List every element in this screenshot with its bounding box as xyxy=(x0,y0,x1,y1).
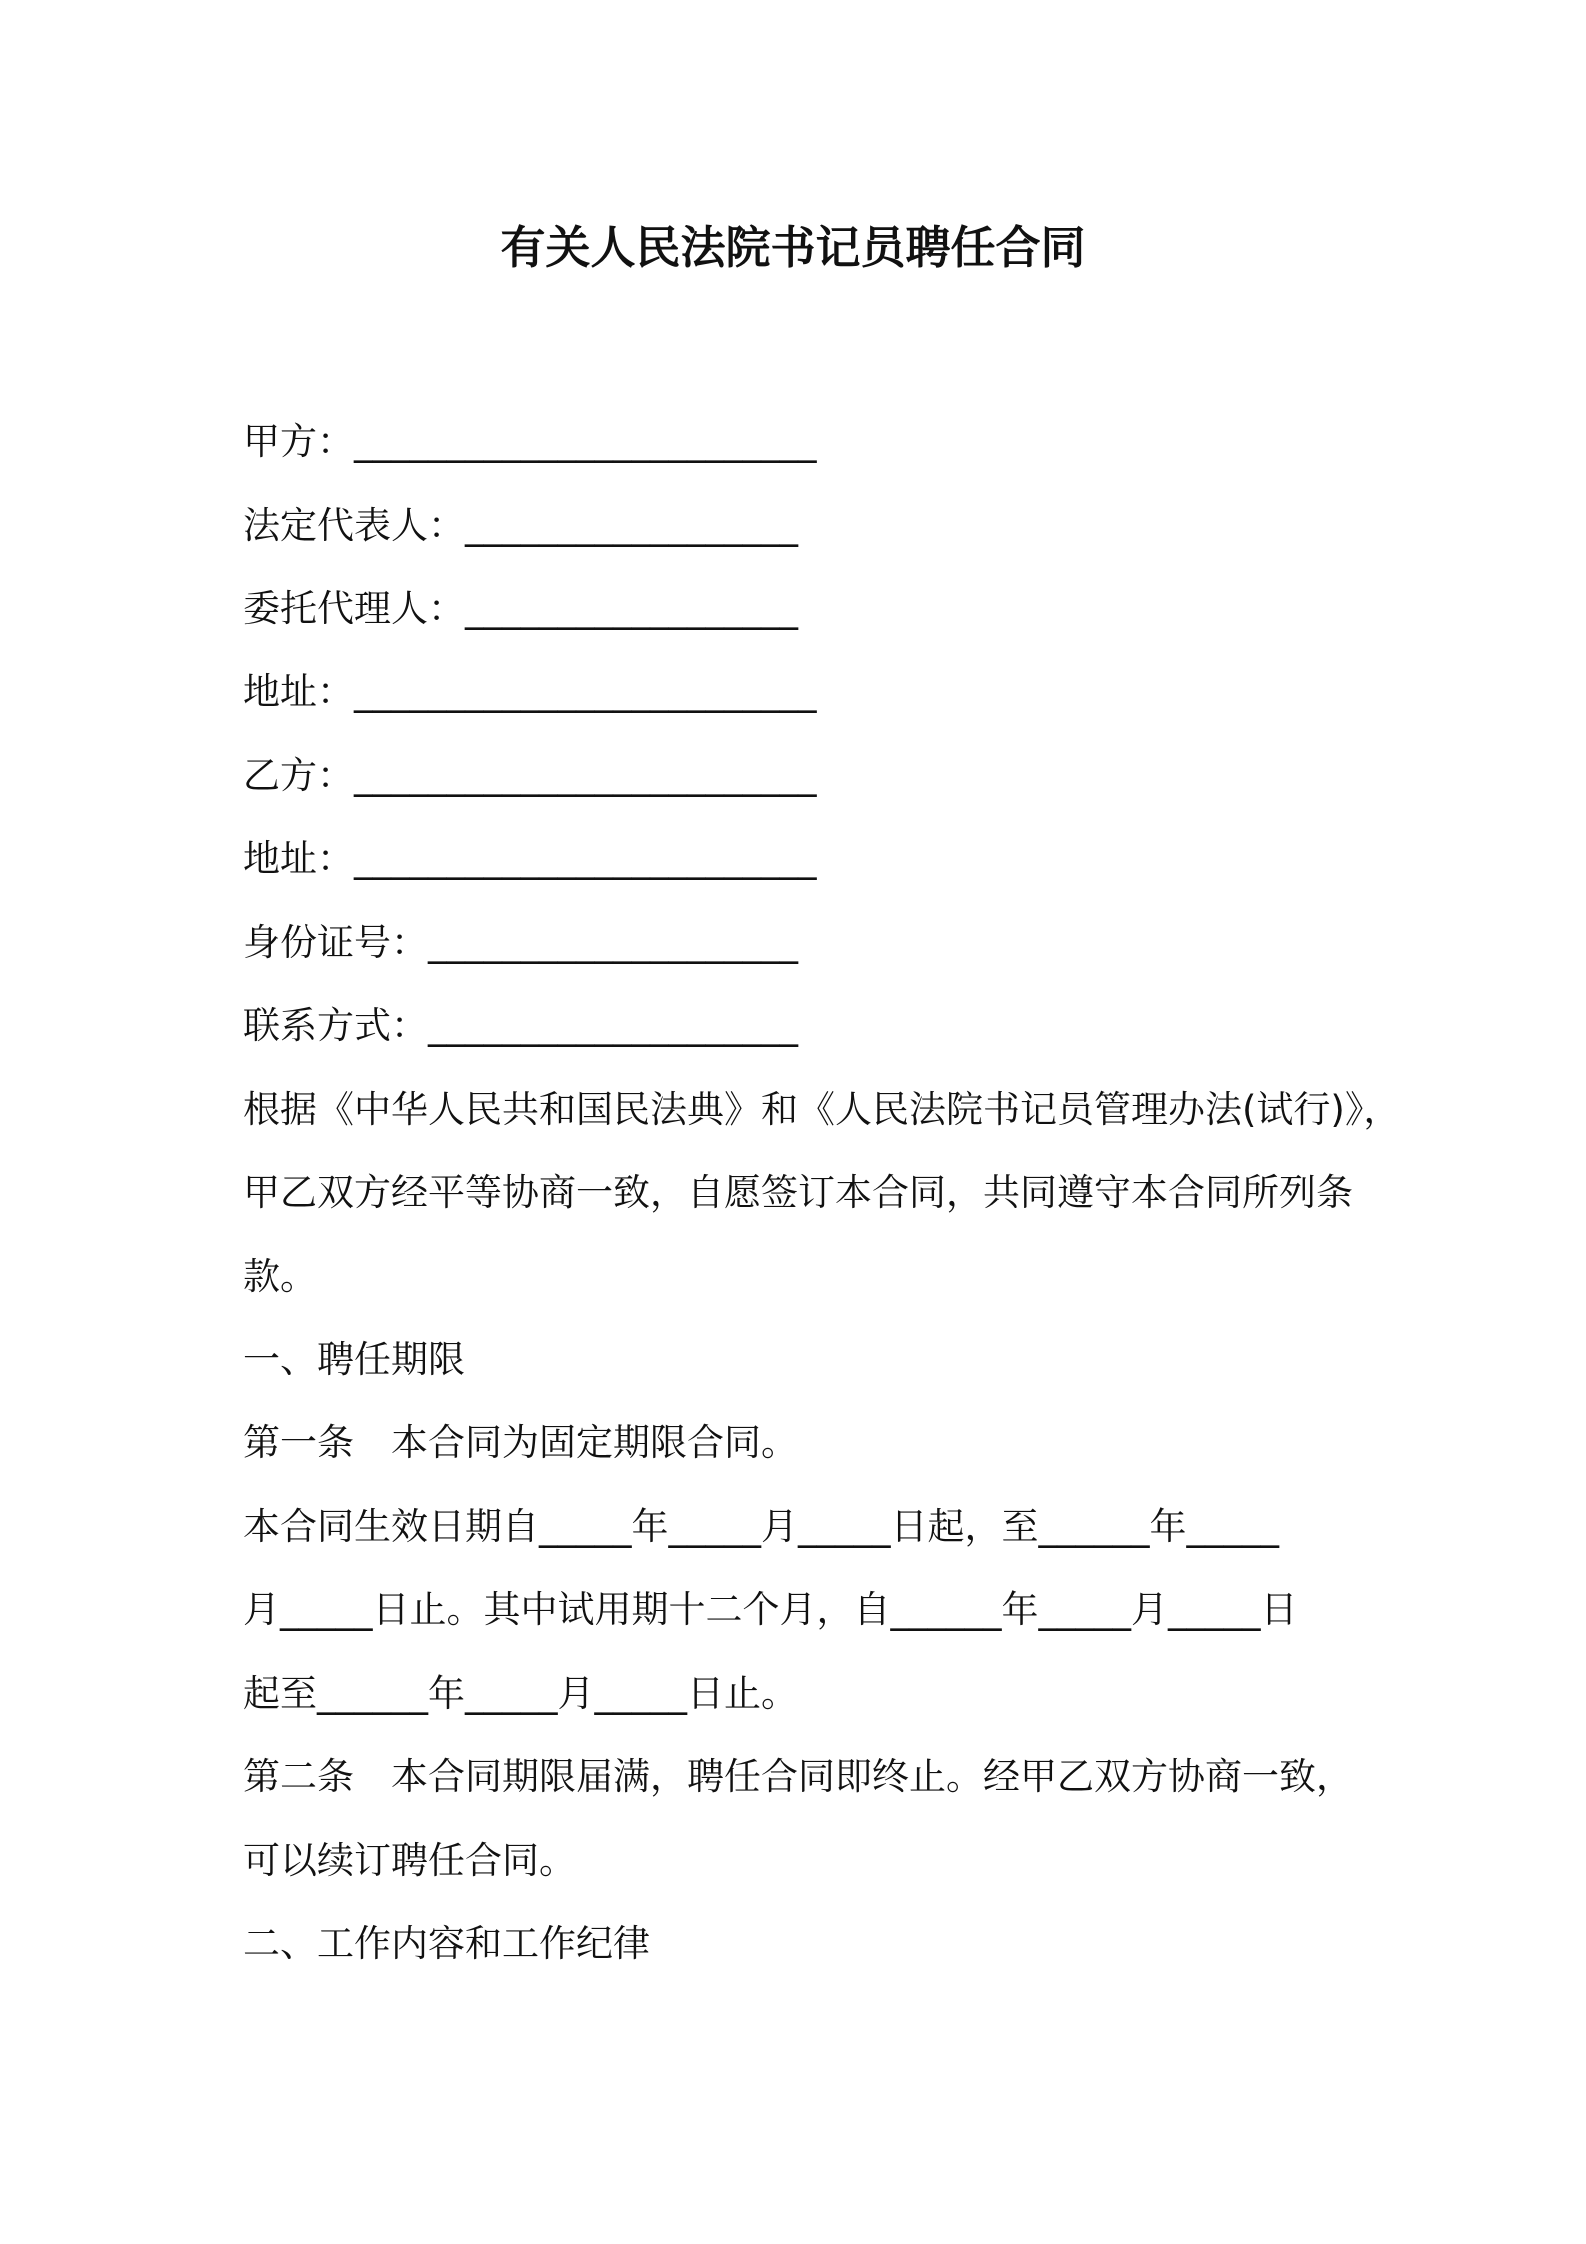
party-a-line: 甲方：_________________________ xyxy=(243,420,817,463)
preamble-line-1: 根据《中华人民共和国民法典》和《人民法院书记员管理办法(试行)》， xyxy=(243,1088,1401,1131)
article-2-line-1: 第二条 本合同期限届满，聘任合同即终止。经甲乙双方协商一致， xyxy=(243,1755,1353,1798)
id-number-line: 身份证号：____________________ xyxy=(243,921,798,964)
preamble-line-3: 款。 xyxy=(243,1255,317,1298)
effective-date-line-3: 起至______年_____月_____日止。 xyxy=(243,1672,798,1715)
effective-date-line-2: 月_____日止。其中试用期十二个月，自______年_____月_____日 xyxy=(243,1588,1298,1631)
party-b-line: 乙方：_________________________ xyxy=(243,754,817,797)
article-1: 第一条 本合同为固定期限合同。 xyxy=(243,1421,798,1464)
article-2-line-2: 可以续订聘任合同。 xyxy=(243,1839,576,1882)
effective-date-line-1: 本合同生效日期自_____年_____月_____日起，至______年_____ xyxy=(243,1505,1279,1548)
authorized-agent-line: 委托代理人：__________________ xyxy=(243,587,798,630)
party-a-address-line: 地址：_________________________ xyxy=(243,670,817,713)
contact-line: 联系方式：____________________ xyxy=(243,1004,798,1047)
document-title: 有关人民法院书记员聘任合同 xyxy=(500,221,1086,274)
section-heading-work: 二、工作内容和工作纪律 xyxy=(243,1922,650,1965)
legal-representative-line: 法定代表人：__________________ xyxy=(243,504,798,547)
party-b-address-line: 地址：_________________________ xyxy=(243,837,817,880)
section-heading-term: 一、聘任期限 xyxy=(243,1338,465,1381)
preamble-line-2: 甲乙双方经平等协商一致，自愿签订本合同，共同遵守本合同所列条 xyxy=(243,1171,1353,1214)
